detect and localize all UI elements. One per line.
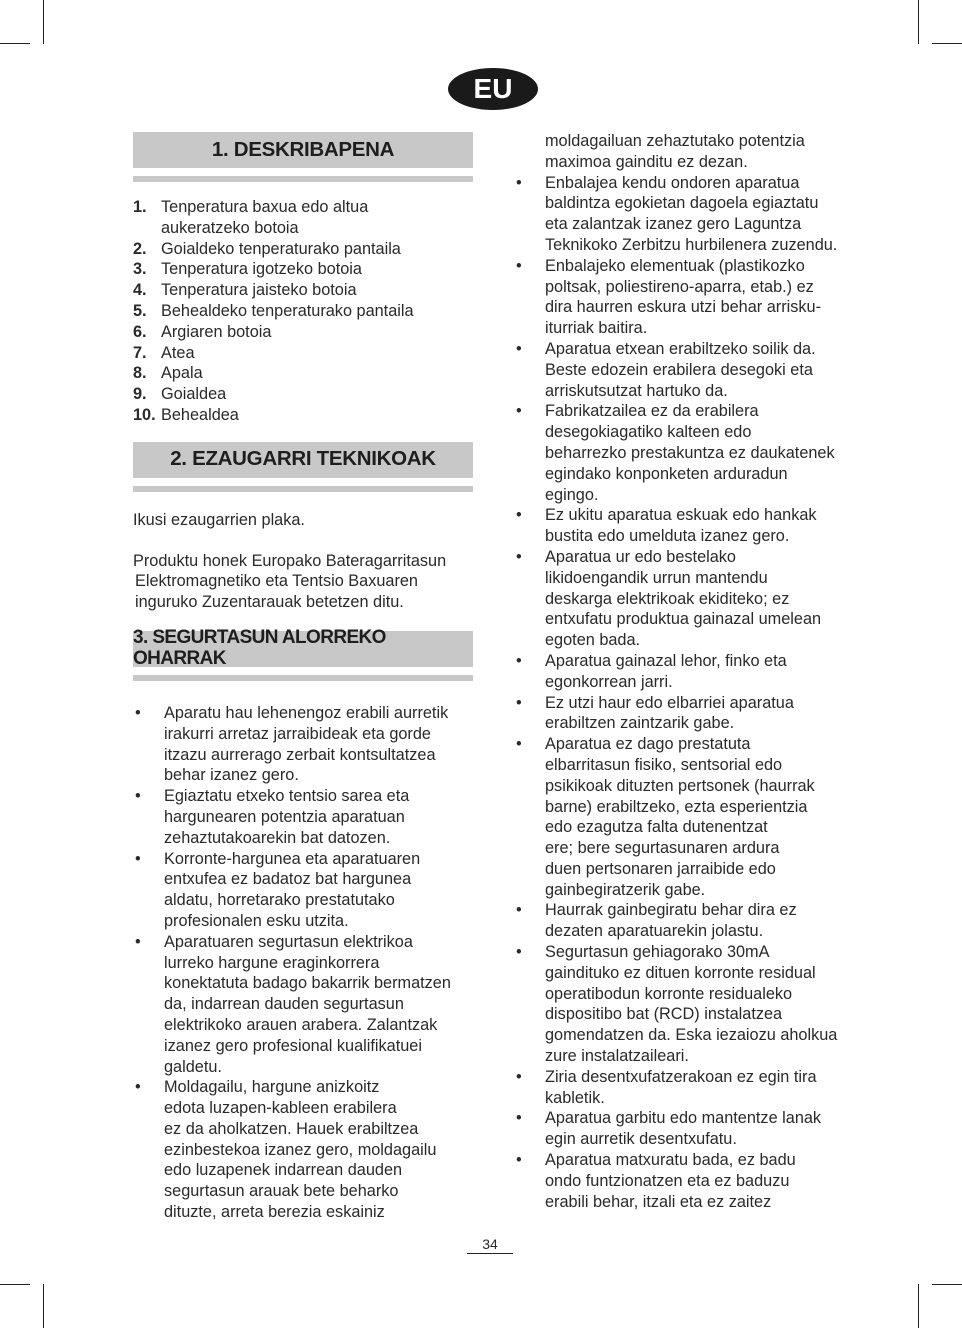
section-divider: [133, 176, 473, 182]
list-item: [133, 301, 473, 322]
list-item: [133, 703, 473, 786]
item-text: Goialdeko tenperaturako pantaila: [161, 239, 401, 258]
crop-mark: [932, 1284, 962, 1285]
list-item: [133, 259, 473, 280]
bullet: •: [135, 1078, 141, 1097]
section-divider: [133, 675, 473, 681]
crop-mark: [43, 1284, 44, 1328]
description-list: [133, 197, 473, 426]
crop-mark: [918, 0, 919, 44]
bullet: •: [135, 932, 141, 951]
item-text: Egiaztatu etxeko tentsio sarea eta hargunearen potentzia aparatuan zehaztutakoarekin bat datozen.: [164, 787, 410, 847]
bullet: •: [516, 339, 522, 358]
crop-mark: [43, 0, 44, 44]
item-number: 1.: [133, 198, 147, 216]
item-text: Behealdeko tenperaturako pantaila: [161, 301, 414, 320]
list-item: [514, 401, 859, 505]
bullet: •: [516, 402, 522, 421]
list-item: [133, 322, 473, 343]
bullet: •: [516, 1151, 522, 1170]
crop-mark: [932, 43, 962, 44]
item-text: Haurrak gainbegiratu behar dira ez dezaten aparatuarekin jolastu.: [545, 901, 797, 941]
list-item: [133, 384, 473, 405]
list-item: [514, 339, 859, 401]
item-text: Aparatua etxean erabiltzeko soilik da. Beste edozein erabilera desegoki eta arriskutsutzat hartuko da.: [545, 339, 816, 400]
safety-list-continued: [514, 131, 859, 1212]
paragraph: Produktu honek Europako Bateragarritasun: [133, 551, 447, 570]
list-item: [133, 405, 473, 426]
list-item: [514, 734, 859, 900]
item-text: Aparatu hau lehenengoz erabili aurretik irakurri arretaz jarraibideak eta gorde itzazu aurrerago zerbait kontsultatzea behar izanez gero.: [164, 703, 449, 785]
item-text: Ziria desentxufatzerakoan ez egin tira kabletik.: [545, 1067, 817, 1107]
section-divider: [133, 486, 473, 492]
list-item: [133, 239, 473, 260]
item-number: 6.: [133, 322, 147, 341]
section-3-title: 3. SEGURTASUN ALORREKO OHARRAK: [133, 631, 473, 667]
item-number: 2.: [133, 239, 147, 258]
item-number: 3.: [133, 260, 147, 279]
section-2-title: 2. EZAUGARRI TEKNIKOAK: [133, 442, 473, 478]
item-text: Atea: [161, 343, 195, 362]
left-column: [133, 132, 473, 1223]
item-number: 10.: [133, 405, 156, 424]
section-1-title: 1. DESKRIBAPENA: [133, 132, 473, 168]
item-text: Apala: [161, 364, 203, 383]
bullet: •: [135, 703, 141, 722]
crop-mark: [918, 1284, 919, 1328]
bullet: •: [516, 173, 522, 192]
item-text: Aparatua garbitu edo mantentze lanak egin aurretik desentxufatu.: [545, 1109, 822, 1149]
bullet: •: [516, 1109, 522, 1128]
bullet: •: [516, 735, 522, 754]
list-item: [514, 693, 859, 735]
paragraph: Elektromagnetiko eta Tentsio Baxuaren inguruko Zuzentarauak betetzen ditu.: [135, 572, 418, 612]
list-item: [514, 256, 859, 339]
item-text: Aparatuaren segurtasun elektrikoa lurreko hargune eraginkorrera konektatuta badago bakarrik bermatzen da, indarrean dauden segurtasun elektrikoko arauen arabera. Zalantzak izanez gero profesional kualifikatuei galdetu.: [164, 932, 451, 1076]
list-item: [514, 505, 859, 547]
item-text: Enbalajeko elementuak (plastikozko poltsak, poliestireno-aparra, etab.) ez dira haurren eskura utzi behar arrisku- iturriak baitira.: [545, 256, 822, 338]
list-item: [133, 363, 473, 384]
bullet: •: [516, 651, 522, 670]
list-item: [514, 1108, 859, 1150]
list-item: [133, 849, 473, 932]
item-number: 7.: [133, 343, 147, 362]
list-item: [514, 651, 859, 693]
list-item: [133, 343, 473, 364]
bullet: •: [516, 693, 522, 712]
right-column: [514, 131, 859, 1212]
bullet: •: [516, 901, 522, 920]
item-text: Goialdea: [161, 385, 227, 404]
item-number: 4.: [133, 281, 147, 300]
item-text: Korronte-hargunea eta aparatuaren entxufea ez badatoz bat hargunea aldatu, horretarako prestatutako profesionalen esku utzita.: [164, 849, 421, 930]
list-item: [133, 932, 473, 1078]
list-item: [514, 1150, 859, 1212]
bullet: •: [516, 1067, 522, 1086]
bullet: •: [516, 506, 522, 525]
list-item: [133, 1077, 473, 1223]
item-text: Segurtasun gehiagorako 30mA gaindituko ez dituen korronte residual operatibodun korronte residualeko dispositibo bat (RCD) instalatzea gomendatzen da. Eska iezaiozu aholkua zure instalatzaileari.: [545, 943, 838, 1066]
item-text: Ez ukitu aparatua eskuak edo hankak bustita edo umelduta izanez gero.: [545, 506, 817, 546]
item-number: 8.: [133, 364, 147, 383]
list-item: [514, 173, 859, 256]
list-item: [514, 1067, 859, 1109]
list-item-continuation: [514, 131, 859, 173]
language-badge: EU: [448, 68, 538, 110]
item-text: moldagailuan zehaztutako potentzia maximoa gainditu ez dezan.: [545, 132, 805, 171]
item-text: Fabrikatzailea ez da erabilera desegokiagatiko kalteen edo beharrezko prestakuntza ez daukatenek egindako konponketen arduradun egingo.: [545, 402, 835, 504]
item-text: Tenperatura jaisteko botoia: [161, 281, 357, 300]
bullet: •: [516, 547, 522, 566]
item-text: Behealdea: [161, 405, 239, 424]
crop-mark: [0, 1284, 30, 1285]
item-text: Tenperatura igotzeko botoia: [161, 260, 362, 279]
item-text: Aparatua ez dago prestatuta elbarritasun fisiko, sentsorial edo psikikoak dituzten pertsonek (haurrak barne) erabiltzeko, ezta esperientzia edo ezagutza falta dutenentzat ere; bere segurtasunaren ardura duen pertsonaren jarraibide edo gainbegiratzerik gabe.: [545, 735, 815, 899]
list-item: [133, 786, 473, 848]
item-text: Aparatua matxuratu bada, ez badu ondo funtzionatzen eta ez baduzu erabili behar, itzali eta ez zaitez: [545, 1151, 796, 1211]
item-number: 5.: [133, 301, 147, 320]
item-text: Ez utzi haur edo elbarriei aparatua erabiltzen zaintzarik gabe.: [545, 693, 794, 733]
crop-mark: [0, 43, 30, 44]
item-text: Tenperatura baxua edo altua aukeratzeko botoia: [161, 198, 369, 237]
item-text: Moldagailu, hargune anizkoitz edota luzapen-kableen erabilera ez da aholkatzen. Hauek erabiltzea ezinbestekoa izanez gero, moldagailu edo luzapenek indarrean dauden segurtasun arauak bete beharko dituzte, arreta berezia eskainiz: [164, 1078, 437, 1222]
item-text: Enbalajea kendu ondoren aparatua baldintza egokietan dagoela egiaztatu eta zalantzak izanez gero Laguntza Teknikoko Zerbitzu hurbilenera zuzendu.: [545, 173, 838, 254]
list-item: [514, 547, 859, 651]
list-item: [514, 900, 859, 942]
item-text: Argiaren botoia: [161, 322, 272, 341]
bullet: •: [135, 849, 141, 868]
item-number: 9.: [133, 385, 147, 404]
safety-list: [133, 703, 473, 1223]
bullet: •: [516, 943, 522, 962]
list-item: [514, 942, 859, 1067]
list-item: [133, 280, 473, 301]
bullet: •: [135, 787, 141, 806]
bullet: •: [516, 256, 522, 275]
list-item: [133, 197, 473, 239]
item-text: Aparatua ur edo bestelako likidoengandik urrun mantendu deskarga elektrikoak ekiditeko; ez entxufatu produktua gainazal umelean egoten bada.: [545, 547, 822, 650]
page-number: 34: [467, 1236, 513, 1254]
item-text: Aparatua gainazal lehor, finko eta egonkorrean jarri.: [545, 651, 787, 691]
paragraph: Ikusi ezaugarrien plaka.: [133, 510, 305, 529]
